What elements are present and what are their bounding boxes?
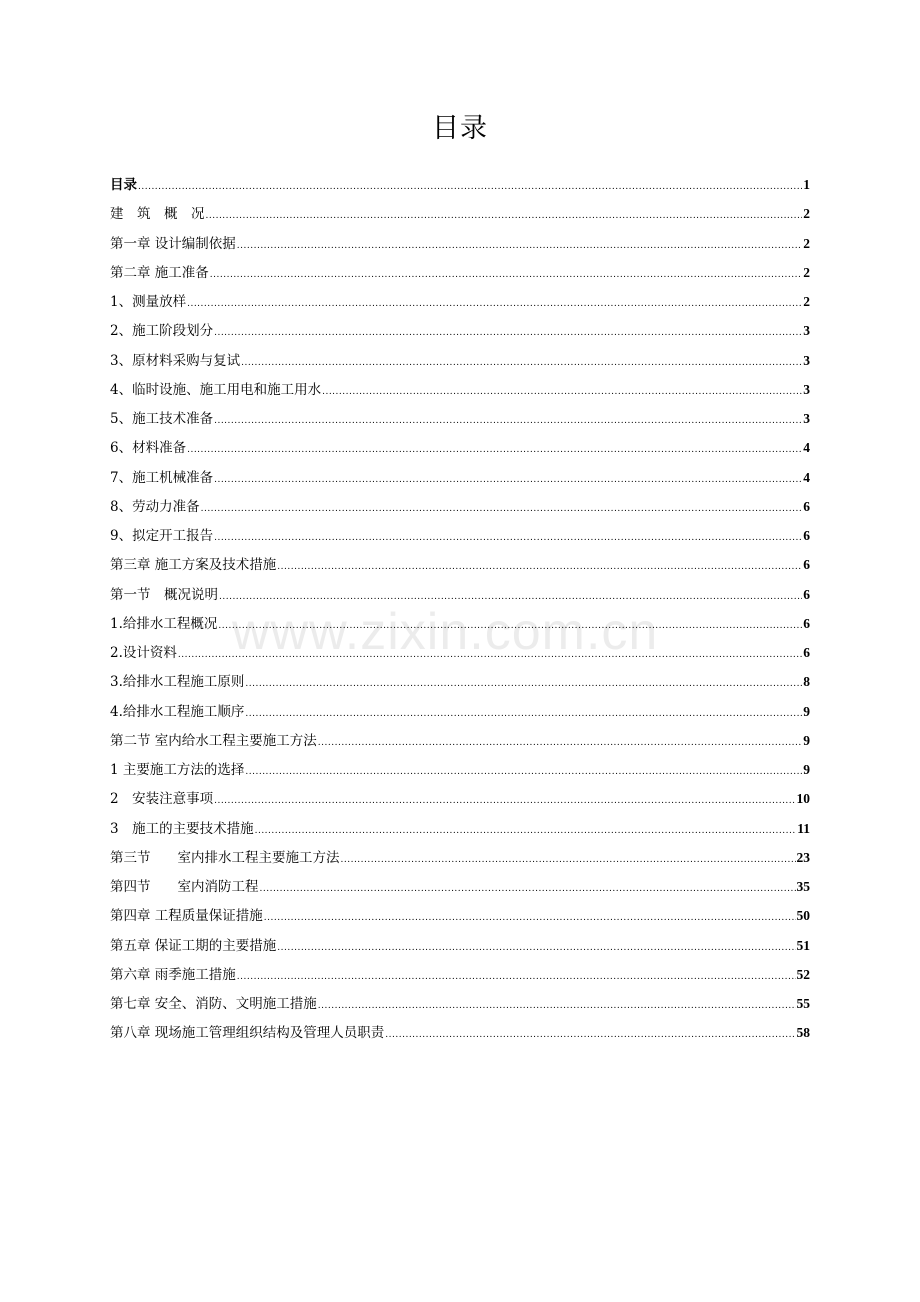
toc-dot-leader bbox=[201, 495, 803, 524]
toc-entry[interactable] bbox=[110, 989, 810, 1018]
toc-entry-label: 第三节 室内排水工程主要施工方法 bbox=[110, 849, 340, 866]
toc-dot-leader bbox=[218, 612, 802, 641]
toc-entry-label: 3.给排水工程施工原则 bbox=[110, 674, 245, 691]
toc-entry-page-number: 35 bbox=[796, 879, 810, 894]
toc-dot-leader bbox=[237, 232, 802, 261]
toc-entry-label: 第二章 施工准备 bbox=[110, 264, 209, 281]
toc-entry-label: 第三章 施工方案及技术措施 bbox=[110, 557, 277, 574]
toc-entry-page-number: 2 bbox=[803, 264, 810, 280]
toc-entry-page-number: 4 bbox=[803, 469, 810, 485]
toc-entry-page-number: 3 bbox=[803, 352, 810, 368]
toc-entry-label: 第五章 保证工期的主要措施 bbox=[110, 937, 277, 954]
toc-dot-leader bbox=[318, 729, 802, 758]
toc-dot-leader bbox=[255, 817, 797, 846]
toc-dot-leader bbox=[264, 904, 796, 933]
toc-dot-leader bbox=[214, 319, 802, 348]
toc-entry-page-number: 6 bbox=[803, 615, 810, 631]
toc-entry-page-number: 52 bbox=[796, 966, 810, 982]
toc-entry-page-number: 10 bbox=[796, 791, 810, 807]
toc-entry[interactable] bbox=[110, 199, 810, 228]
toc-entry-label: 1.给排水工程概况 bbox=[110, 615, 218, 632]
toc-entry-label: 2 安装注意事项 bbox=[110, 791, 214, 808]
toc-entry-label: 1 主要施工方法的选择 bbox=[110, 762, 245, 778]
toc-entry[interactable] bbox=[110, 697, 810, 726]
toc-entry[interactable] bbox=[110, 814, 810, 843]
toc-entry-page-number: 6 bbox=[803, 557, 810, 573]
toc-dot-leader bbox=[187, 290, 802, 319]
toc-entry[interactable] bbox=[110, 492, 810, 521]
toc-entry[interactable] bbox=[110, 550, 810, 579]
toc-entry-page-number: 9 bbox=[803, 703, 810, 719]
toc-dot-leader bbox=[219, 583, 802, 612]
toc-entry-page-number: 50 bbox=[796, 908, 810, 924]
toc-dot-leader bbox=[385, 1021, 795, 1050]
toc-entry-label: 5、施工技术准备 bbox=[110, 411, 214, 427]
toc-entry-label: 2、施工阶段划分 bbox=[110, 323, 214, 340]
toc-dot-leader bbox=[245, 758, 802, 787]
watermark: www.zixin.com.cn bbox=[232, 603, 659, 661]
table-of-contents bbox=[110, 170, 810, 1048]
toc-entry-page-number: 2 bbox=[803, 235, 810, 251]
toc-entry-page-number: 8 bbox=[803, 674, 810, 690]
toc-entry-label: 第七章 安全、消防、文明施工措施 bbox=[110, 996, 317, 1012]
toc-dot-leader bbox=[178, 641, 802, 670]
toc-dot-leader bbox=[214, 524, 802, 553]
toc-entry-label: 第一节 概况说明 bbox=[110, 586, 218, 603]
toc-entry-label: 7、施工机械准备 bbox=[110, 469, 214, 486]
toc-entry-page-number: 11 bbox=[797, 820, 810, 836]
toc-dot-leader bbox=[241, 349, 802, 378]
toc-entry-label: 8、劳动力准备 bbox=[110, 498, 200, 515]
toc-entry-label: 第一章 设计编制依据 bbox=[110, 235, 236, 252]
toc-entry-page-number: 1 bbox=[803, 177, 810, 192]
toc-dot-leader bbox=[138, 173, 802, 202]
toc-entry-label: 9、拟定开工报告 bbox=[110, 528, 214, 544]
toc-entry-label: 1、测量放样 bbox=[110, 294, 187, 310]
toc-entry-page-number: 6 bbox=[803, 528, 810, 543]
toc-entry[interactable] bbox=[110, 316, 810, 345]
toc-dot-leader bbox=[214, 466, 802, 495]
toc-entry[interactable] bbox=[110, 667, 810, 696]
toc-entry[interactable] bbox=[110, 258, 810, 287]
toc-entry-label: 3、原材料采购与复试 bbox=[110, 352, 241, 369]
toc-entry[interactable] bbox=[110, 755, 810, 784]
toc-entry[interactable] bbox=[110, 931, 810, 960]
toc-dot-leader bbox=[237, 963, 796, 992]
toc-entry-page-number: 3 bbox=[803, 381, 810, 397]
toc-entry-page-number: 9 bbox=[803, 762, 810, 777]
toc-entry-label: 2.设计资料 bbox=[110, 645, 177, 661]
toc-entry-page-number: 9 bbox=[803, 732, 810, 748]
toc-dot-leader bbox=[214, 787, 795, 816]
page-title: 目录 bbox=[432, 113, 488, 144]
toc-entry-page-number: 23 bbox=[796, 849, 810, 865]
toc-entry-page-number: 2 bbox=[803, 206, 810, 222]
toc-entry[interactable] bbox=[110, 404, 810, 433]
toc-entry-page-number: 3 bbox=[803, 323, 810, 339]
toc-dot-leader bbox=[341, 846, 796, 875]
toc-entry[interactable] bbox=[110, 784, 810, 813]
toc-entry-page-number: 2 bbox=[803, 294, 810, 309]
toc-entry[interactable] bbox=[110, 901, 810, 930]
toc-dot-leader bbox=[318, 992, 796, 1021]
toc-dot-leader bbox=[260, 875, 796, 904]
toc-entry[interactable] bbox=[110, 433, 810, 462]
toc-entry-label: 第二节 室内给水工程主要施工方法 bbox=[110, 732, 317, 749]
toc-dot-leader bbox=[206, 202, 803, 231]
toc-entry[interactable] bbox=[110, 287, 810, 316]
toc-entry-label: 目录 bbox=[110, 177, 137, 193]
toc-entry-page-number: 58 bbox=[796, 1025, 810, 1041]
toc-entry-label: 6、材料准备 bbox=[110, 440, 187, 457]
toc-dot-leader bbox=[214, 407, 802, 436]
toc-entry-page-number: 51 bbox=[796, 937, 810, 953]
toc-entry[interactable] bbox=[110, 638, 810, 667]
toc-entry-page-number: 6 bbox=[803, 498, 810, 514]
toc-entry[interactable] bbox=[110, 1018, 810, 1047]
toc-entry[interactable] bbox=[110, 229, 810, 258]
toc-entry[interactable] bbox=[110, 521, 810, 550]
toc-entry[interactable] bbox=[110, 872, 810, 901]
toc-entry-label: 4、临时设施、施工用电和施工用水 bbox=[110, 381, 322, 398]
toc-entry[interactable] bbox=[110, 609, 810, 638]
toc-entry-label: 3 施工的主要技术措施 bbox=[110, 820, 254, 837]
toc-dot-leader bbox=[187, 436, 802, 465]
toc-entry-page-number: 4 bbox=[803, 440, 810, 456]
toc-entry-page-number: 6 bbox=[803, 645, 810, 660]
toc-entry[interactable] bbox=[110, 170, 810, 199]
toc-entry-label: 第四节 室内消防工程 bbox=[110, 879, 259, 895]
toc-entry[interactable] bbox=[110, 463, 810, 492]
toc-entry-label: 第四章 工程质量保证措施 bbox=[110, 908, 263, 925]
toc-entry[interactable] bbox=[110, 346, 810, 375]
toc-entry-label: 第八章 现场施工管理组织结构及管理人员职责 bbox=[110, 1025, 385, 1042]
toc-entry[interactable] bbox=[110, 843, 810, 872]
toc-dot-leader bbox=[277, 934, 795, 963]
toc-dot-leader bbox=[245, 700, 802, 729]
toc-entry-label: 第六章 雨季施工措施 bbox=[110, 966, 236, 983]
toc-entry-page-number: 55 bbox=[796, 996, 810, 1011]
toc-entry-label: 建 筑 概 况 bbox=[110, 206, 205, 223]
toc-dot-leader bbox=[245, 670, 802, 699]
toc-entry-label: 4.给排水工程施工顺序 bbox=[110, 703, 245, 720]
toc-dot-leader bbox=[322, 378, 802, 407]
toc-entry[interactable] bbox=[110, 726, 810, 755]
toc-entry[interactable] bbox=[110, 580, 810, 609]
toc-entry-page-number: 6 bbox=[803, 586, 810, 602]
toc-entry-page-number: 3 bbox=[803, 411, 810, 426]
toc-entry[interactable] bbox=[110, 960, 810, 989]
toc-dot-leader bbox=[210, 261, 802, 290]
toc-dot-leader bbox=[277, 553, 802, 582]
toc-entry[interactable] bbox=[110, 375, 810, 404]
